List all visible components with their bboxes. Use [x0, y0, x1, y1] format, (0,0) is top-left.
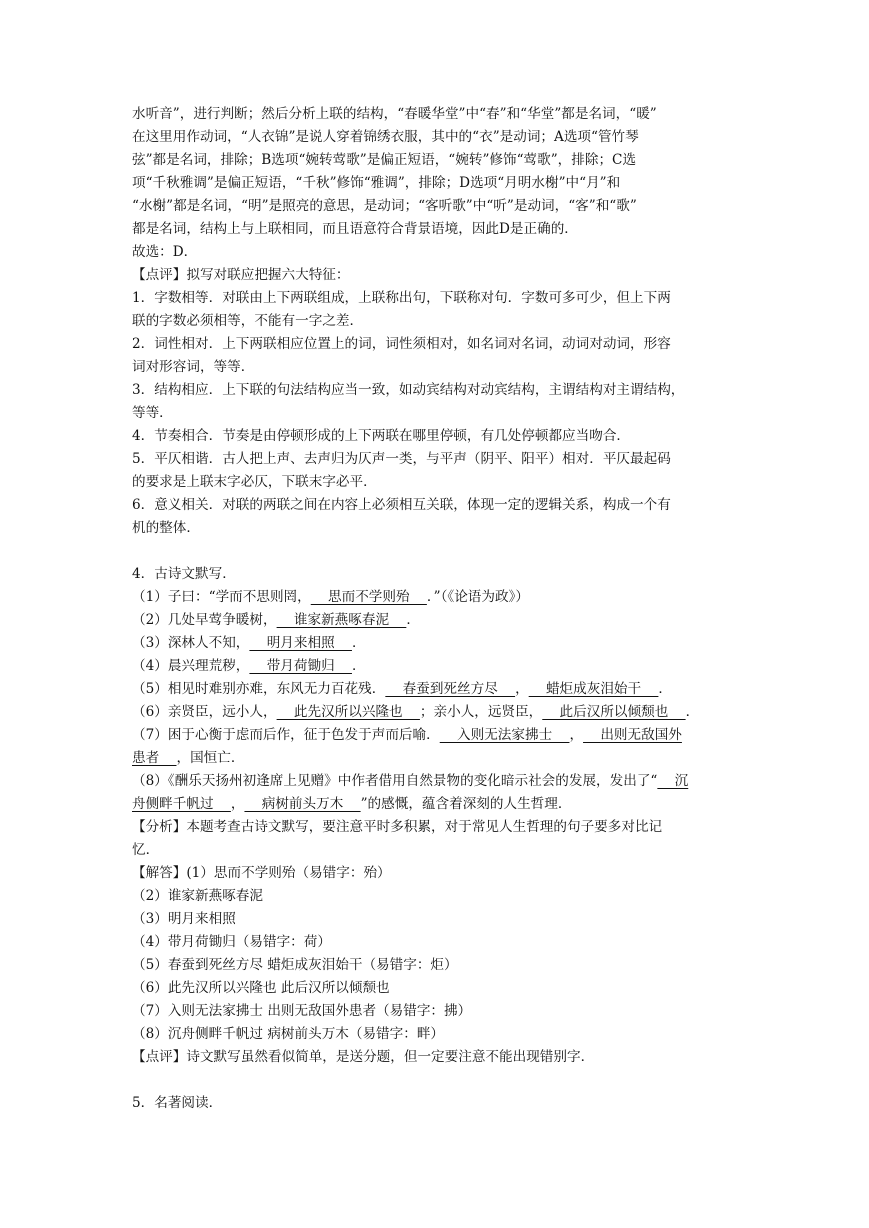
item-text: ．”（《论语为政》）	[426, 589, 529, 605]
answer-blank: 舟侧畔千帆过	[132, 796, 231, 812]
solution-line: （8）沉舟侧畔千帆过 病树前头万木（易错字：畔）	[132, 1026, 445, 1042]
item-text: （3）深林人不知，	[132, 635, 250, 651]
comment-line: 2．词性相对．上下两联相应位置上的词，词性须相对，如名词对名词，动词对动词，形容	[132, 336, 671, 352]
item-text: ；亲小人，远贤臣，	[419, 704, 543, 720]
question-item	[132, 701, 740, 724]
item-text: （2）几处早莺争暖树，	[132, 612, 277, 628]
item-text: （1）子曰：“学而不思则罔，	[132, 589, 311, 605]
item-text: ．	[406, 612, 420, 628]
answer-blank: 思而不学则殆	[310, 589, 427, 605]
solution-line: （7）入则无法家拂士 出则无敌国外患者（易错字：拂）	[132, 1003, 472, 1019]
item-text: ．	[685, 704, 700, 720]
comment-line: 5．平仄相谐．古人把上声、去声归为仄声一类，与平声（阴平、阳平）相对．平仄最起码	[132, 451, 671, 467]
item-text: ，	[515, 681, 529, 697]
comment-line: 的要求是上联末字必仄，下联末字必平．	[132, 474, 377, 490]
item-text: （7）困于心衡于虑而后作，征于色发于声而后喻．	[132, 727, 440, 743]
question-item	[132, 609, 740, 632]
solution-line: 【解答】(1）思而不学则殆（易错字：殆）	[132, 865, 391, 881]
item-text: （6）亲贤臣，远小人，	[132, 704, 277, 720]
comment-line: 6．意义相关．对联的两联之间在内容上必须相互关联，体现一定的逻辑关系，构成一个有	[132, 497, 671, 513]
comment-title: 【点评】拟写对联应把握六大特征：	[132, 267, 350, 283]
item-text: （8）《酬乐天扬州初逢席上见赠》中作者借用自然景物的变化暗示社会的发展，发出了“	[132, 773, 658, 789]
item-text: （5）相见时难别亦难，东风无力百花残．	[132, 681, 386, 697]
document-body	[132, 103, 740, 1115]
answer-line: 故选：D．	[132, 244, 198, 260]
question-item	[132, 586, 740, 609]
comment-line: 等等．	[132, 405, 173, 421]
question-item-continued	[132, 793, 740, 816]
analysis-line: 忆．	[132, 842, 160, 858]
comment-line: 机的整体．	[132, 520, 200, 536]
solution-line: （2）谁家新燕啄春泥	[132, 888, 263, 904]
answer-blank: 入则无法家拂士	[439, 727, 570, 743]
comment-line: 【点评】诗文默写虽然看似简单，是送分题，但一定要注意不能出现错别字．	[132, 1049, 595, 1065]
analysis-line: 项“千秋雅调”是偏正短语，“千秋”修饰“雅调”，排除；D选项“月明水榭”中“月”和	[132, 175, 621, 191]
answer-blank: 此先汉所以兴隆也	[276, 704, 420, 720]
answer-blank: 蜡炬成灰泪始干	[528, 681, 659, 697]
solution-line: （5）春蚕到死丝方尽 蜡炬成灰泪始干（易错字：炬）	[132, 957, 458, 973]
question-title: 5．名著阅读．	[132, 1095, 223, 1111]
analysis-line: 在这里用作动词，“人衣锦”是说人穿着锦绣衣服，其中的“衣”是动词；A选项“管竹琴	[132, 129, 639, 145]
answer-blank: 此后汉所以倾颓也	[542, 704, 686, 720]
solution-line: （6）此先汉所以兴隆也 此后汉所以倾颓也	[132, 980, 390, 996]
answer-blank: 病树前头万木	[244, 796, 361, 812]
answer-blank: 出则无敌国外	[583, 727, 682, 743]
question-item	[132, 678, 740, 701]
blank-line	[132, 1069, 740, 1092]
comment-line: 3．结构相应．上下联的句法结构应当一致，如动宾结构对动宾结构，主谓结构对主谓结构，	[132, 382, 685, 398]
answer-blank: 明月来相照	[249, 635, 352, 651]
question-item	[132, 770, 740, 793]
question-item-continued	[132, 747, 740, 770]
solution-line: （3）明月来相照	[132, 911, 236, 927]
analysis-line: 水听音”，进行判断；然后分析上联的结构，“春暖华堂”中“春”和“华堂”都是名词，“暖”	[132, 106, 657, 122]
analysis-line: 【分析】本题考查古诗文默写，要注意平时多积累，对于常见人生哲理的句子要多对比记	[132, 819, 663, 835]
answer-blank: 谁家新燕啄春泥	[276, 612, 407, 628]
blank-line	[132, 540, 740, 563]
item-text: ．	[351, 658, 366, 674]
answer-blank: 沉	[657, 773, 689, 789]
comment-line: 词对形容词，等等．	[132, 359, 255, 375]
item-text: ”的感慨，蕴含着深刻的人生哲理．	[360, 796, 572, 812]
item-text: ，	[569, 727, 584, 743]
item-text: ．	[351, 635, 366, 651]
item-text: ，国恒亡．	[176, 750, 245, 766]
comment-line: 4．节奏相合．节奏是由停顿形成的上下两联在哪里停顿，有几处停顿都应当吻合．	[132, 428, 631, 444]
answer-blank: 带月荷锄归	[249, 658, 352, 674]
solution-line: （4）带月荷锄归（易错字：荷）	[132, 934, 331, 950]
question-title: 4．古诗文默写．	[132, 566, 236, 582]
question-item	[132, 655, 740, 678]
analysis-line: 都是名词，结构上与上联相同，而且语意符合背景语境，因此D是正确的．	[132, 221, 578, 237]
analysis-line: 弦”都是名词，排除；B选项“婉转莺歌”是偏正短语，“婉转”修饰“莺歌”，排除；C选	[132, 152, 637, 168]
item-text: （4）晨兴理荒秽，	[132, 658, 250, 674]
question-item	[132, 724, 740, 747]
comment-line: 联的字数必须相等，不能有一字之差．	[132, 313, 364, 329]
answer-blank: 患者	[132, 750, 177, 766]
comment-line: 1．字数相等．对联由上下两联组成，上联称出句，下联称对句．字数可多可少，但上下两	[132, 290, 671, 306]
analysis-line: “水榭”都是名词，“明”是照亮的意思，是动词；“客听歌”中“听”是动词，“客”和“歌”	[132, 198, 637, 214]
answer-blank: 春蚕到死丝方尽	[385, 681, 516, 697]
item-text: ，	[230, 796, 245, 812]
question-item	[132, 632, 740, 655]
item-text: ．	[658, 681, 672, 697]
